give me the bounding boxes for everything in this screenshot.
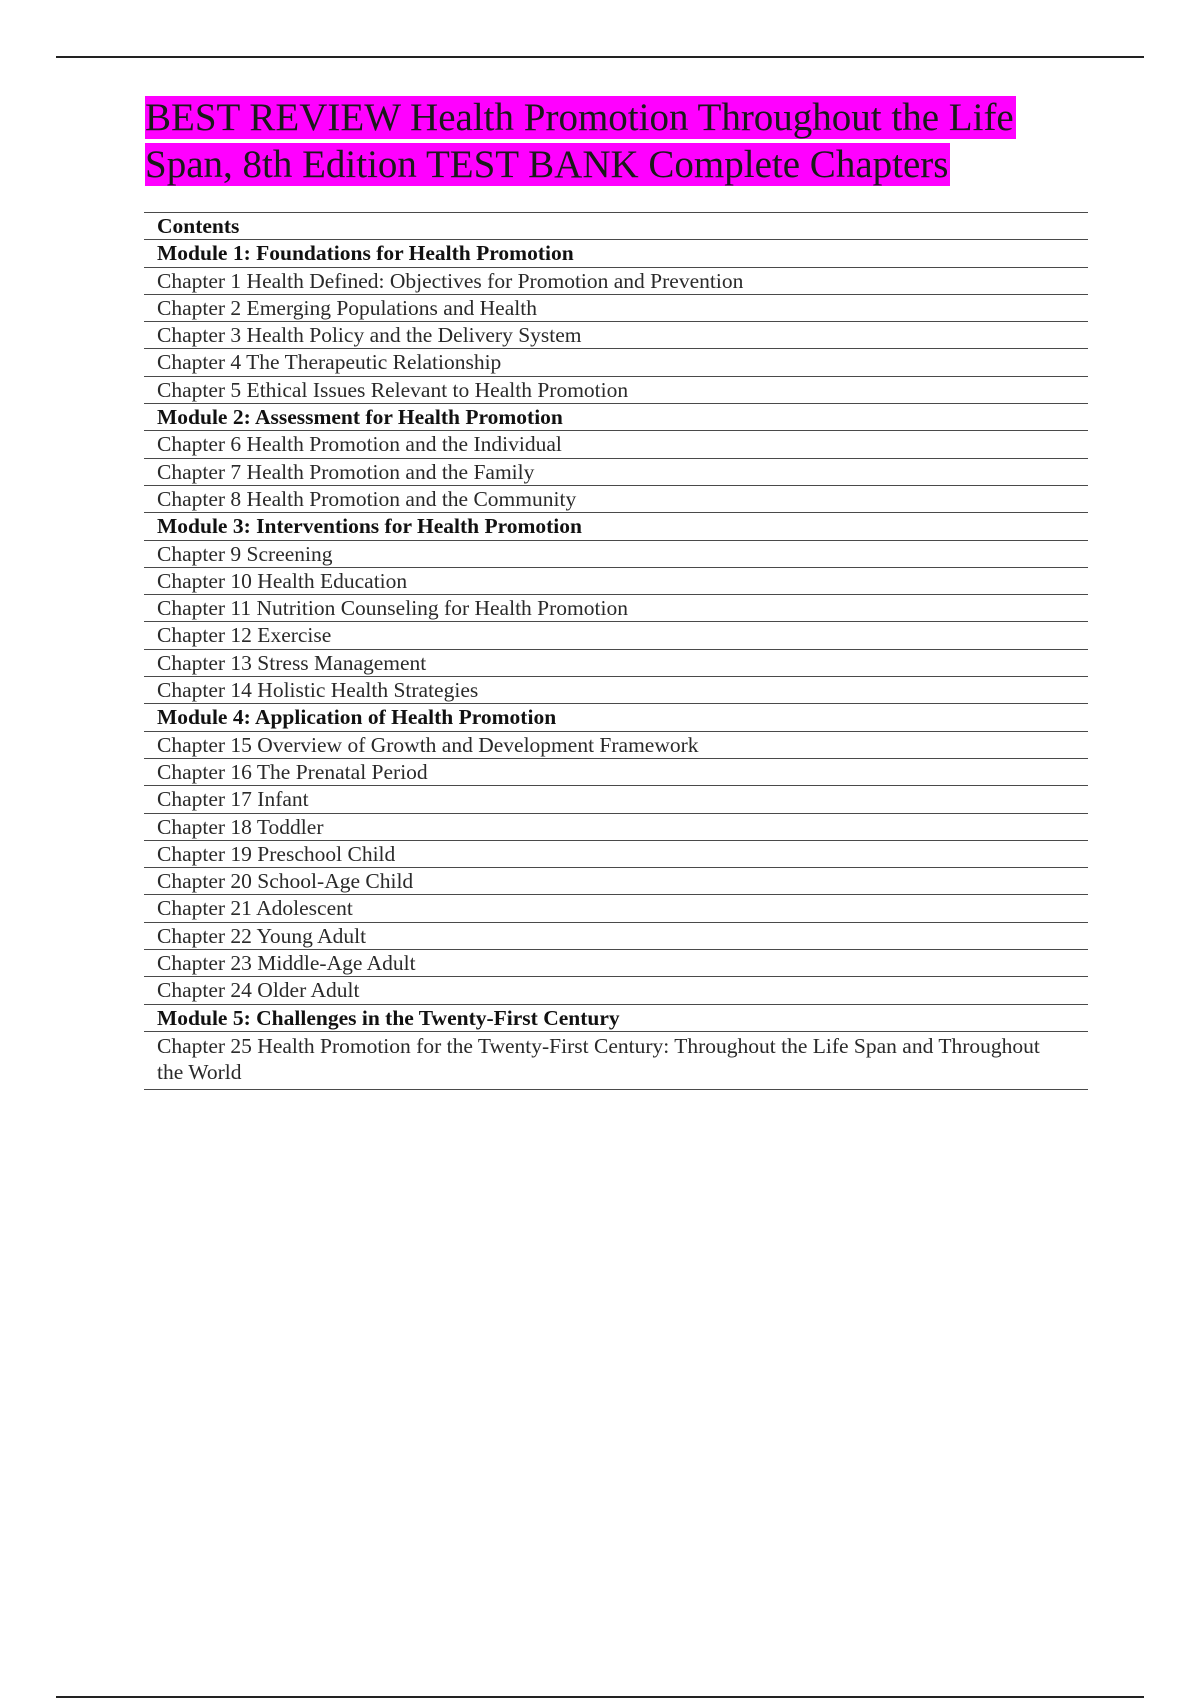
toc-contents-heading: Contents xyxy=(144,213,1088,240)
document-title xyxy=(145,94,1075,188)
toc-chapter-row: Chapter 1 Health Defined: Objectives for Promotion and Prevention xyxy=(144,268,1088,295)
toc-chapter-row: Chapter 5 Ethical Issues Relevant to Health Promotion xyxy=(144,377,1088,404)
toc-chapter-row: Chapter 16 The Prenatal Period xyxy=(144,759,1088,786)
toc-chapter-row: Chapter 7 Health Promotion and the Family xyxy=(144,459,1088,486)
toc-module-row: Module 5: Challenges in the Twenty-First Century xyxy=(144,1005,1088,1032)
toc-chapter-row: Chapter 2 Emerging Populations and Health xyxy=(144,295,1088,322)
toc-chapter-row: Chapter 13 Stress Management xyxy=(144,650,1088,677)
toc-chapter-row: Chapter 18 Toddler xyxy=(144,814,1088,841)
toc-chapter-row: Chapter 17 Infant xyxy=(144,786,1088,813)
toc-chapter-row: Chapter 24 Older Adult xyxy=(144,977,1088,1004)
toc-chapter-row: Chapter 20 School-Age Child xyxy=(144,868,1088,895)
toc-chapter-row: Chapter 23 Middle-Age Adult xyxy=(144,950,1088,977)
toc-chapter-row: Chapter 6 Health Promotion and the Individual xyxy=(144,431,1088,458)
toc-chapter-row: Chapter 3 Health Policy and the Delivery System xyxy=(144,322,1088,349)
toc-chapter-row: Chapter 22 Young Adult xyxy=(144,923,1088,950)
toc-chapter-row: Chapter 15 Overview of Growth and Development Framework xyxy=(144,732,1088,759)
toc-chapter-row: Chapter 11 Nutrition Counseling for Health Promotion xyxy=(144,595,1088,622)
document-title-highlight: BEST REVIEW Health Promotion Throughout the Life Span, 8th Edition TEST BANK Complete Chapters xyxy=(145,96,1014,186)
page-top-rule xyxy=(56,56,1144,58)
toc-chapter-row: Chapter 10 Health Education xyxy=(144,568,1088,595)
table-of-contents xyxy=(144,212,1088,1090)
toc-chapter-row: Chapter 25 Health Promotion for the Twenty-First Century: Throughout the Life Span and Throughout the World xyxy=(144,1032,1088,1090)
toc-chapter-row: Chapter 19 Preschool Child xyxy=(144,841,1088,868)
toc-module-row: Module 2: Assessment for Health Promotion xyxy=(144,404,1088,431)
toc-chapter-row: Chapter 21 Adolescent xyxy=(144,895,1088,922)
toc-module-row: Module 4: Application of Health Promotion xyxy=(144,704,1088,731)
toc-chapter-row: Chapter 4 The Therapeutic Relationship xyxy=(144,349,1088,376)
toc-chapter-row: Chapter 8 Health Promotion and the Community xyxy=(144,486,1088,513)
toc-chapter-row: Chapter 14 Holistic Health Strategies xyxy=(144,677,1088,704)
toc-chapter-row: Chapter 12 Exercise xyxy=(144,622,1088,649)
page-bottom-rule xyxy=(56,1696,1144,1698)
toc-chapter-row: Chapter 9 Screening xyxy=(144,541,1088,568)
toc-module-row: Module 1: Foundations for Health Promotion xyxy=(144,240,1088,267)
toc-module-row: Module 3: Interventions for Health Promotion xyxy=(144,513,1088,540)
